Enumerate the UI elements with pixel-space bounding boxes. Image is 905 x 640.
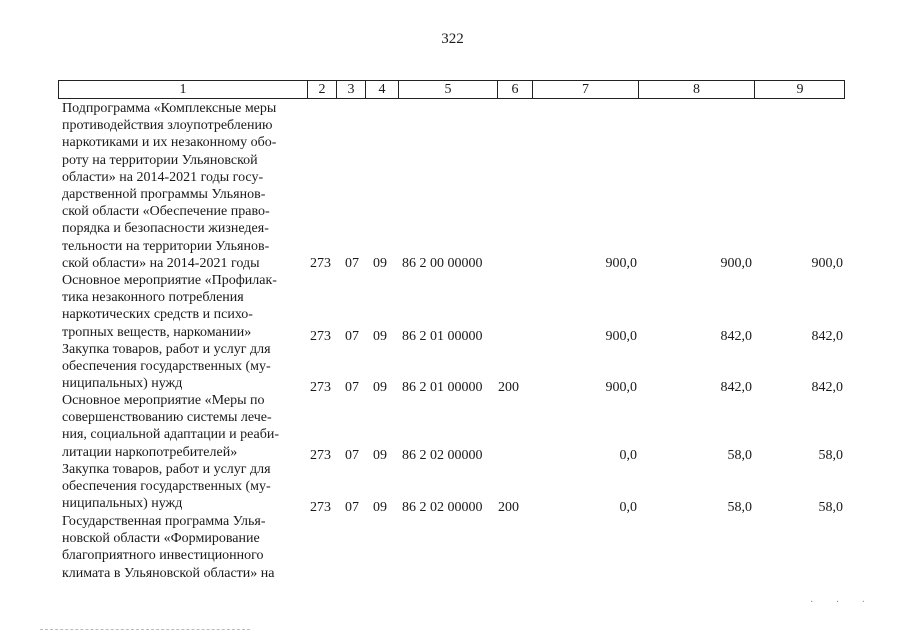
description-line: тропных веществ, наркомании» bbox=[62, 324, 252, 340]
description-line: Закупка товаров, работ и услуг для bbox=[62, 462, 271, 477]
row-description bbox=[62, 100, 302, 272]
description-line: дарственной программы Ульянов- bbox=[62, 187, 266, 203]
cell-target-article: 86 2 01 00000 bbox=[402, 329, 483, 344]
column-header-3: 3 bbox=[336, 81, 365, 98]
description-line: роту на территории Ульяновской bbox=[62, 152, 258, 168]
cell-section: 07 bbox=[345, 448, 359, 463]
cell-code-273: 273 bbox=[310, 500, 331, 515]
description-line: наркотических средств и психо- bbox=[62, 307, 253, 323]
cell-amount-col7: 0,0 bbox=[619, 448, 637, 463]
column-header-7: 7 bbox=[532, 81, 638, 98]
cell-target-article: 86 2 00 00000 bbox=[402, 256, 483, 271]
description-line: наркотиками и их незаконному обо- bbox=[62, 135, 277, 151]
description-line: климата в Ульяновской области» на bbox=[62, 565, 275, 581]
description-line: Основное мероприятие «Меры по bbox=[62, 393, 265, 408]
cell-amount-col9: 842,0 bbox=[811, 380, 843, 395]
description-line: благоприятного инвестиционного bbox=[62, 548, 264, 564]
cell-target-article: 86 2 01 00000 bbox=[402, 380, 483, 395]
description-line: противодействия злоупотреблению bbox=[62, 118, 273, 134]
cell-subsection: 09 bbox=[373, 500, 387, 515]
column-header-6: 6 bbox=[497, 81, 532, 98]
description-line: Государственная программа Улья- bbox=[62, 514, 266, 529]
page-number: 322 bbox=[441, 31, 464, 47]
cell-expense-type: 200 bbox=[498, 500, 519, 515]
description-line: тика незаконного потребления bbox=[62, 290, 244, 306]
description-line: Подпрограмма «Комплексные меры bbox=[62, 101, 277, 116]
cell-subsection: 09 bbox=[373, 448, 387, 463]
description-line: ской области «Обеспечение право- bbox=[62, 204, 270, 220]
column-header-8: 8 bbox=[638, 81, 754, 98]
cell-amount-col9: 900,0 bbox=[811, 256, 843, 271]
cell-target-article: 86 2 02 00000 bbox=[402, 448, 483, 463]
description-line: ниципальных) нужд bbox=[62, 496, 183, 512]
description-line: литации наркопотребителей» bbox=[62, 444, 238, 460]
cell-amount-col8: 842,0 bbox=[720, 329, 752, 344]
column-header-2: 2 bbox=[307, 81, 336, 98]
cell-section: 07 bbox=[345, 380, 359, 395]
column-header-4: 4 bbox=[365, 81, 398, 98]
cell-amount-col9: 58,0 bbox=[818, 448, 843, 463]
description-line: обеспечения государственных (му- bbox=[62, 479, 271, 495]
description-line: порядка и безопасности жизнедея- bbox=[62, 221, 269, 237]
cell-amount-col7: 900,0 bbox=[605, 380, 637, 395]
cell-section: 07 bbox=[345, 329, 359, 344]
description-line: Закупка товаров, работ и услуг для bbox=[62, 342, 271, 357]
description-line: совершенствованию системы лече- bbox=[62, 410, 272, 426]
scan-specks: · · · bbox=[810, 597, 875, 608]
cell-code-273: 273 bbox=[310, 256, 331, 271]
description-line: области» на 2014-2021 годы госу- bbox=[62, 169, 264, 185]
description-line: Основное мероприятие «Профилак- bbox=[62, 273, 277, 288]
cell-amount-col8: 842,0 bbox=[720, 380, 752, 395]
description-line: новской области «Формирование bbox=[62, 531, 260, 547]
cell-section: 07 bbox=[345, 256, 359, 271]
cell-amount-col7: 900,0 bbox=[605, 329, 637, 344]
cell-section: 07 bbox=[345, 500, 359, 515]
cell-code-273: 273 bbox=[310, 329, 331, 344]
column-header-row bbox=[58, 80, 845, 99]
scan-artifact-line bbox=[40, 629, 250, 631]
cell-subsection: 09 bbox=[373, 329, 387, 344]
cell-amount-col9: 842,0 bbox=[811, 329, 843, 344]
cell-expense-type: 200 bbox=[498, 380, 519, 395]
cell-amount-col7: 0,0 bbox=[619, 500, 637, 515]
column-header-9: 9 bbox=[754, 81, 845, 98]
cell-amount-col8: 58,0 bbox=[727, 500, 752, 515]
cell-amount-col8: 900,0 bbox=[720, 256, 752, 271]
description-line: ния, социальной адаптации и реаби- bbox=[62, 427, 280, 443]
row-description bbox=[62, 392, 302, 461]
description-line: ской области» на 2014-2021 годы bbox=[62, 255, 260, 271]
row-description bbox=[62, 461, 302, 513]
row-description bbox=[62, 272, 302, 341]
cell-code-273: 273 bbox=[310, 380, 331, 395]
cell-amount-col9: 58,0 bbox=[818, 500, 843, 515]
description-line: обеспечения государственных (му- bbox=[62, 359, 271, 375]
row-description bbox=[62, 513, 302, 582]
cell-target-article: 86 2 02 00000 bbox=[402, 500, 483, 515]
column-header-5: 5 bbox=[398, 81, 497, 98]
description-line: ниципальных) нужд bbox=[62, 376, 183, 392]
cell-amount-col7: 900,0 bbox=[605, 256, 637, 271]
row-description bbox=[62, 341, 302, 393]
column-header-1: 1 bbox=[179, 82, 187, 97]
cell-subsection: 09 bbox=[373, 380, 387, 395]
cell-amount-col8: 58,0 bbox=[727, 448, 752, 463]
description-line: тельности на территории Ульянов- bbox=[62, 238, 270, 254]
cell-subsection: 09 bbox=[373, 256, 387, 271]
cell-code-273: 273 bbox=[310, 448, 331, 463]
